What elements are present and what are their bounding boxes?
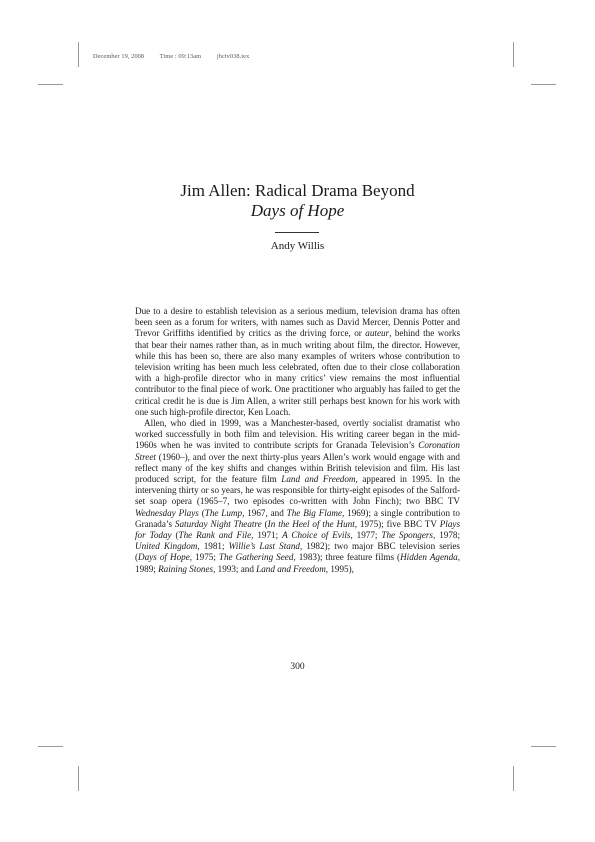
italic-title: Plays for Today: [135, 518, 460, 541]
italic-title: Saturday Night Theatre: [174, 518, 262, 529]
running-header: [93, 53, 263, 60]
crop-mark: [513, 42, 514, 67]
author-name: Andy Willis: [270, 240, 325, 252]
title-rule: [275, 232, 319, 233]
italic-title: Coronation Street: [135, 440, 460, 462]
italic-title: Hidden Agenda: [400, 552, 458, 563]
italic-title: The Spongers: [381, 530, 433, 541]
text-run: , 1978;: [433, 530, 460, 541]
text-run: , 1967, and: [242, 507, 287, 518]
text-run: (: [261, 518, 268, 529]
chapter-title: [0, 181, 595, 221]
italic-title: Land and Freedom: [281, 474, 356, 485]
crop-mark: [531, 84, 556, 85]
chapter-title-line2: Days of Hope: [250, 201, 345, 220]
italic-title: The Big Flame: [286, 507, 343, 518]
crop-mark: [38, 746, 63, 747]
text-run: (: [171, 530, 179, 541]
italic-title: Days of Hope: [138, 552, 190, 563]
text-run: , 1981;: [197, 541, 229, 552]
italic-title: Willie’s Last Stand: [228, 541, 300, 552]
italic-title: The Lump: [204, 507, 243, 518]
italic-title: United Kingdom: [135, 541, 198, 552]
text-run: , behind the works that bear their names rather than, as in much writing about film, the director. However, while this has been so, there are also many examples of writers whose contribution to television writing has been much less celebrated, often due to their close collaboration with a high-profile director who in many critics’ view remains the most influential contributor to the final piece of work. One practitioner who arguably has failed to get the critical credit he is due is Jim Allen, a writer still perhaps best known for his work with one such high-profile director, Ken Loach.: [135, 328, 460, 417]
header-time: Time : 09:13am: [159, 53, 202, 60]
crop-mark: [513, 766, 514, 791]
paragraph: [135, 306, 460, 418]
text-run: , 1977;: [350, 530, 382, 541]
italic-title: Wednesday Plays: [135, 507, 199, 518]
text-run: Allen, who died in 1999, was a Manchester-based, overtly socialist dramatist who worked successfully in both film and television. His writing career began in the mid-1960s when he was invited to contribute scripts for Granada Television’s: [135, 418, 460, 451]
text-run: Due to a desire to establish television as a serious medium, television drama has often been seen as a forum for writers, with names such as David Mercer, Dennis Potter and Trevor Griffiths identified by critics as the driving force, or: [135, 306, 460, 339]
text-run: , 1971;: [251, 530, 283, 541]
paragraph: [135, 418, 460, 575]
text-run: (1960–), and over the next thirty-plus years Allen’s work would engage with and reflect many of the key shifts and changes within British television and film. His last produced script, for the feature film: [135, 451, 460, 485]
italic-title: The Rank and File: [178, 530, 252, 541]
text-run: , 1982); two major BBC television series (: [135, 541, 460, 563]
italic-title: Land and Freedom: [256, 563, 326, 574]
italic-title: auteur: [365, 328, 390, 339]
page-number: 300: [290, 662, 305, 672]
italic-title: In the Heel of the Hunt: [267, 518, 355, 529]
crop-mark: [78, 766, 79, 791]
header-date: December 19, 2008: [93, 53, 145, 60]
italic-title: A Choice of Evils: [282, 530, 351, 541]
text-run: , 1975); five BBC TV: [354, 518, 440, 529]
crop-mark: [531, 746, 556, 747]
text-run: , 1993; and: [213, 563, 257, 574]
italic-title: Raining Stones: [158, 563, 214, 574]
text-run: , 1989;: [135, 552, 460, 574]
crop-mark: [38, 84, 63, 85]
text-run: , 1975;: [189, 552, 219, 563]
text-run: , appeared in 1995. In the intervening thirty or so years, he was responsible for thirty-eight episodes of the Salford-set soap opera (1965–7, two episodes co-written with John Finch); two BBC TV: [135, 474, 460, 507]
text-run: , 1983); three feature films (: [293, 552, 401, 563]
italic-title: The Gathering Seed: [218, 552, 294, 563]
header-file: jbctv038.tex: [216, 53, 250, 60]
crop-mark: [78, 42, 79, 67]
text-run: (: [198, 507, 205, 518]
chapter-title-line1: Jim Allen: Radical Drama Beyond: [180, 181, 415, 200]
text-run: , 1969); a single contribution to Granada’s: [135, 507, 460, 529]
body-text: [135, 306, 460, 575]
text-run: , 1995),: [325, 563, 354, 574]
